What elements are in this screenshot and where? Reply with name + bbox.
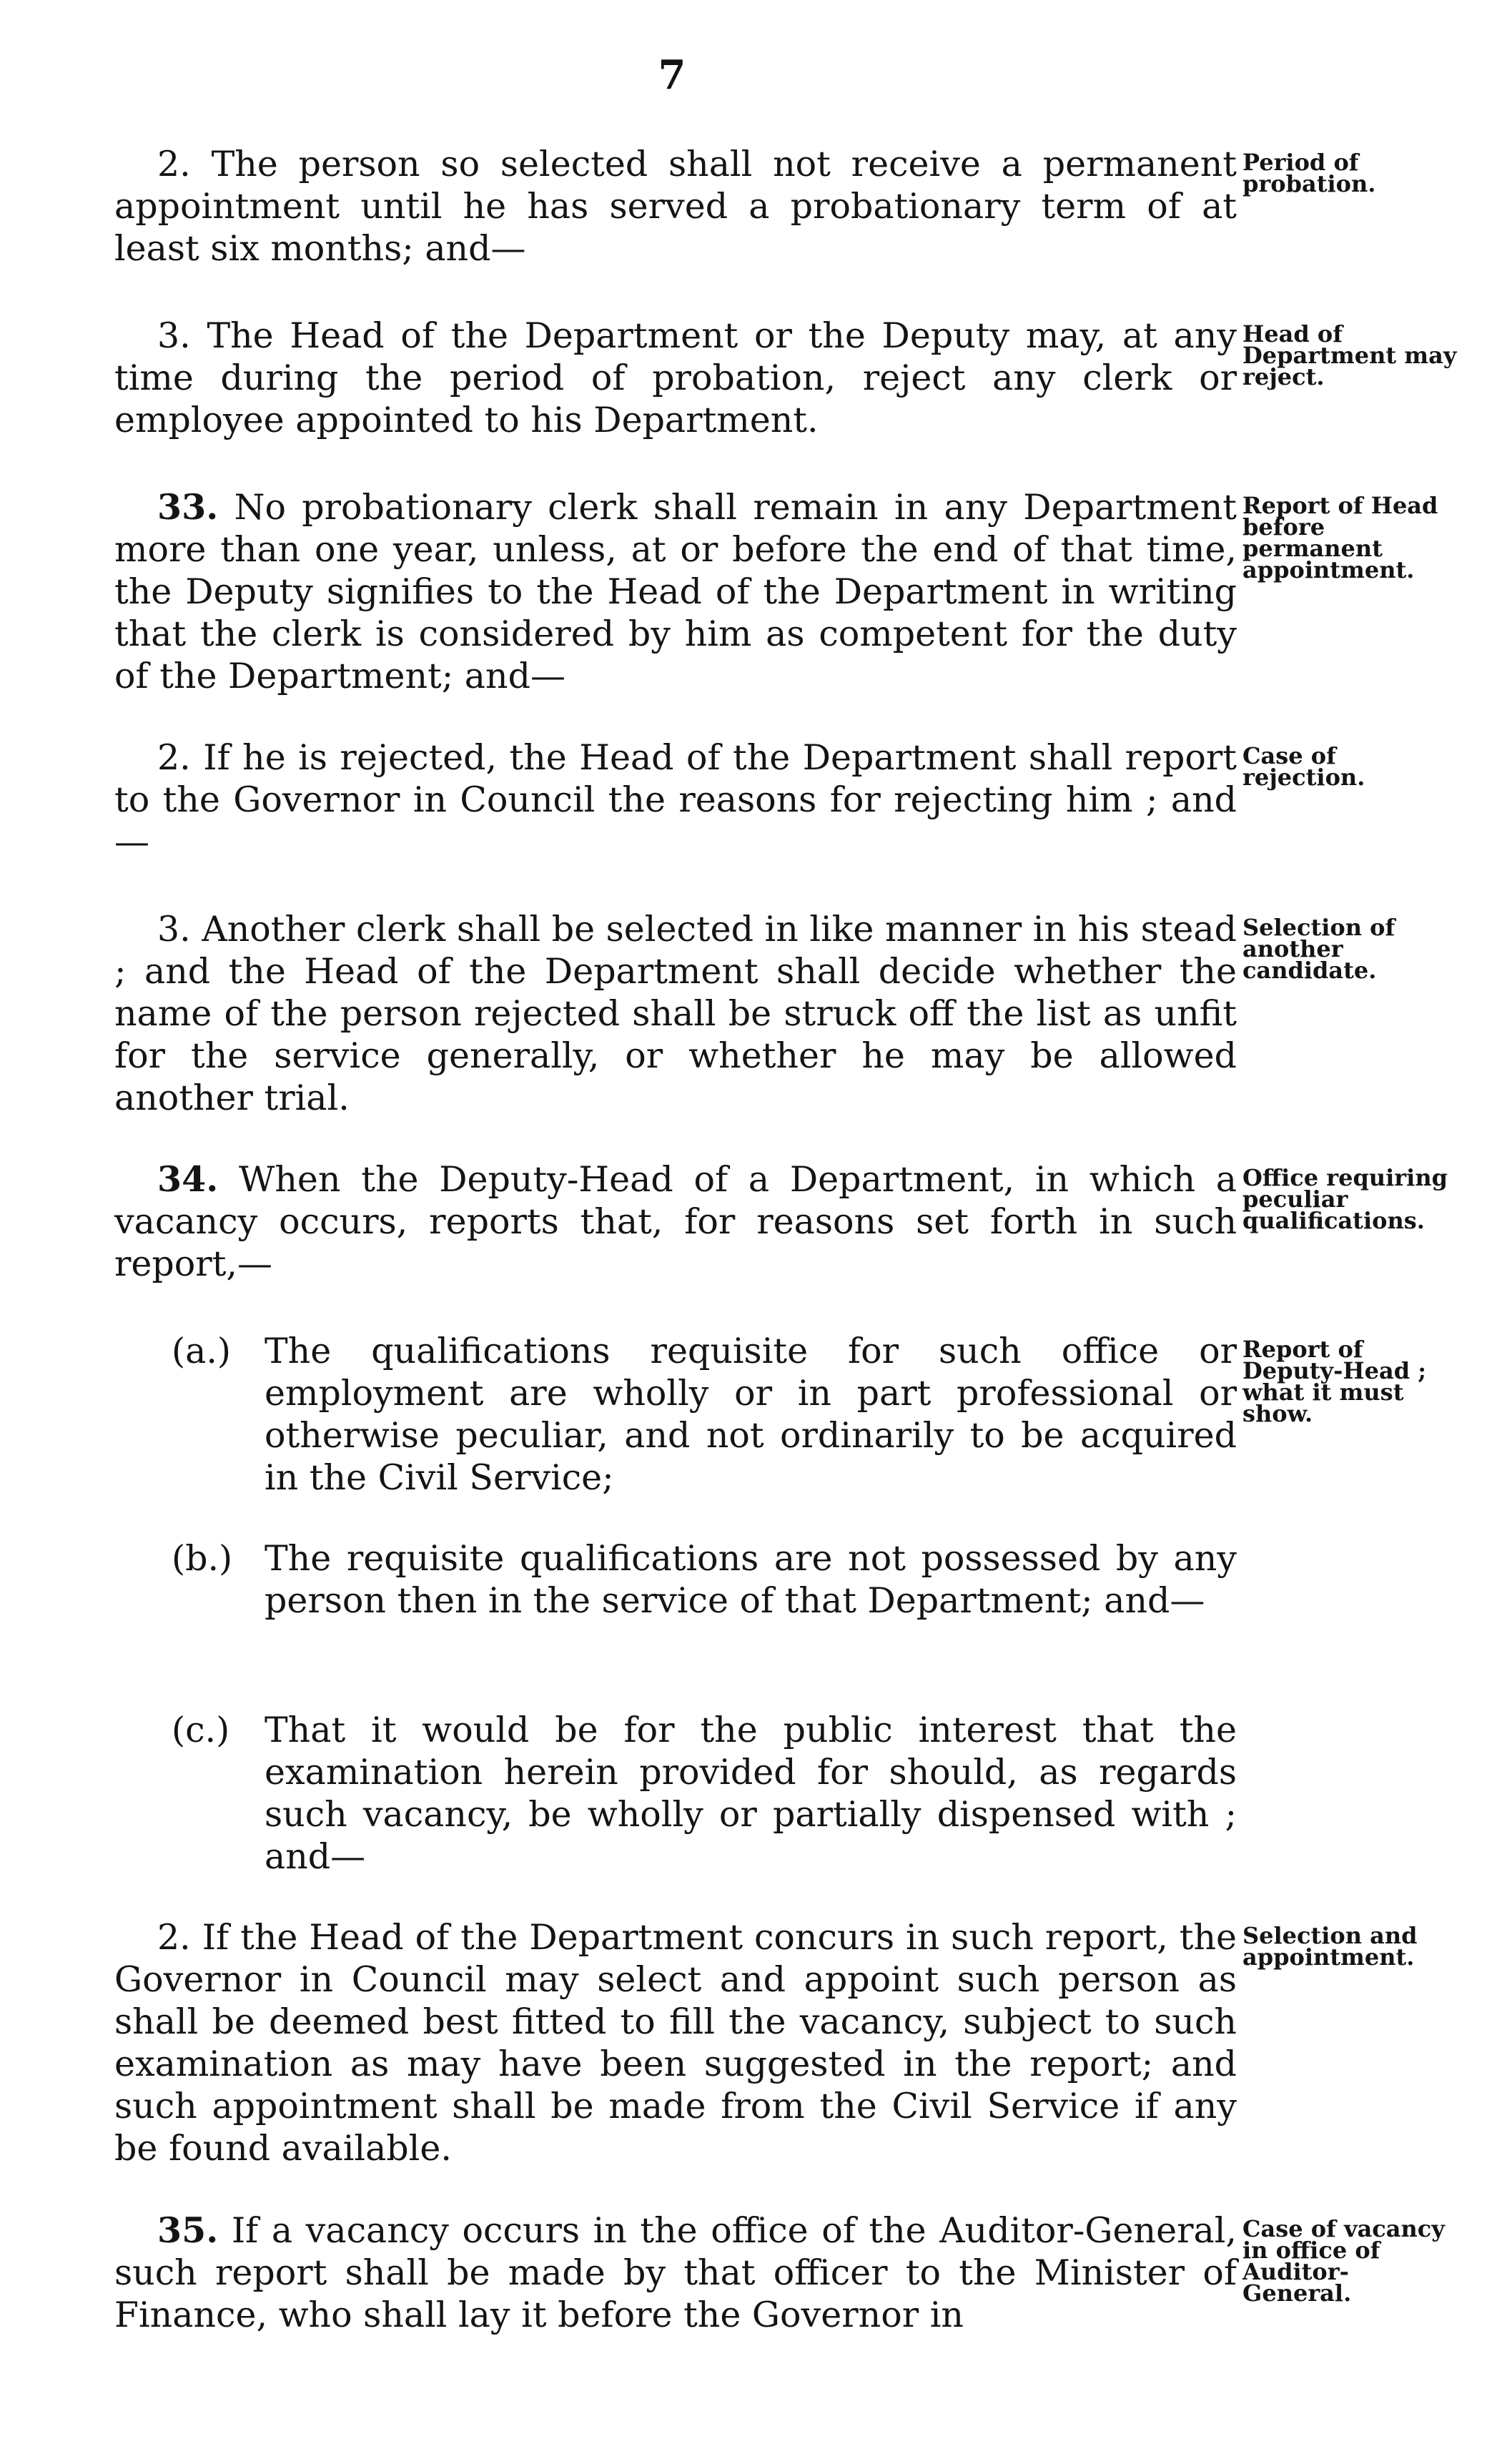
margin-note-period-of-probation: Period of probation. (1242, 149, 1376, 197)
paragraph-5: 3. Another clerk shall be selected in like manner in his stead ; and the Head of the Department shall decide whether the name of the person rejected shall be struck off the list as unfit for the service generally, or whether he may be allowed another trial. (114, 909, 1237, 1118)
page-number: 7 (658, 51, 686, 99)
paragraph-1: 2. The person so selected shall not receive a permanent appointment until he has served a probationary term of at least six months; and— (114, 144, 1237, 269)
clause-marker-a: (a.) (172, 1331, 232, 1371)
margin-note-auditor-general: Case of vacancy in office of Auditor-General. (1242, 2215, 1445, 2307)
section-35-paragraph (114, 2209, 1237, 2336)
clause-c-text: That it would be for the public interest that the examination herein provided for should, as regards such vacancy, be wholly or partially dispensed with ; and— (265, 1710, 1237, 1877)
margin-note-report-of-deputy-head: Report of Deputy-Head ; what it must show. (1242, 1336, 1427, 1427)
section-number-35: 35. (157, 2209, 219, 2251)
clause-marker-b: (b.) (172, 1538, 233, 1579)
section-number-33: 33. (157, 486, 219, 528)
section-35-text: If a vacancy occurs in the office of the Auditor-General, such report shall be made by that officer to the Minister of Finance, who shall lay it before the Governor in (114, 2210, 1237, 2335)
section-34-paragraph (114, 1158, 1237, 1285)
paragraph-4: 2. If he is rejected, the Head of the Department shall report to the Governor in Council the reasons for rejecting him ; and— (114, 737, 1237, 862)
paragraph-10: 2. If the Head of the Department concurs in such report, the Governor in Council may select and appoint such person as shall be deemed best fitted to fill the vacancy, subject to such examination as may have been suggested in the report; and such appointment shall be made from the Civil Service if any be found available. (114, 1917, 1237, 2169)
margin-note-selection-of-another: Selection of another candidate. (1242, 914, 1395, 984)
margin-note-report-of-head: Report of Head before permanent appointment. (1242, 492, 1438, 583)
clause-a-text: The qualifications requisite for such office or employment are wholly or in part professional or otherwise peculiar, and not ordinarily to be acquired in the Civil Service; (265, 1331, 1237, 1498)
margin-note-case-of-rejection: Case of rejection. (1242, 742, 1365, 791)
section-33-text: No probationary clerk shall remain in any Department more than one year, unless, at or before the end of that time, the Deputy signifies to the Head of the Department in writing that the clerk is considered by him as competent for the duty of the Department; and— (114, 487, 1237, 696)
margin-note-head-may-reject: Head of Department may reject. (1242, 320, 1457, 390)
paragraph-2: 3. The Head of the Department or the Deputy may, at any time during the period of probation, reject any clerk or employee appointed to his Department. (114, 315, 1237, 440)
clause-b-text: The requisite qualifications are not possessed by any person then in the service of that Department; and— (265, 1538, 1237, 1621)
margin-note-office-peculiar: Office requiring peculiar qualifications. (1242, 1164, 1448, 1234)
section-34-text: When the Deputy-Head of a Department, in which a vacancy occurs, reports that, for reasons set forth in such report,— (114, 1159, 1237, 1284)
margin-note-selection-and-appointment: Selection and appointment. (1242, 1922, 1418, 1971)
clause-marker-c: (c.) (172, 1710, 230, 1750)
section-number-34: 34. (157, 1158, 219, 1200)
section-33-paragraph (114, 486, 1237, 697)
